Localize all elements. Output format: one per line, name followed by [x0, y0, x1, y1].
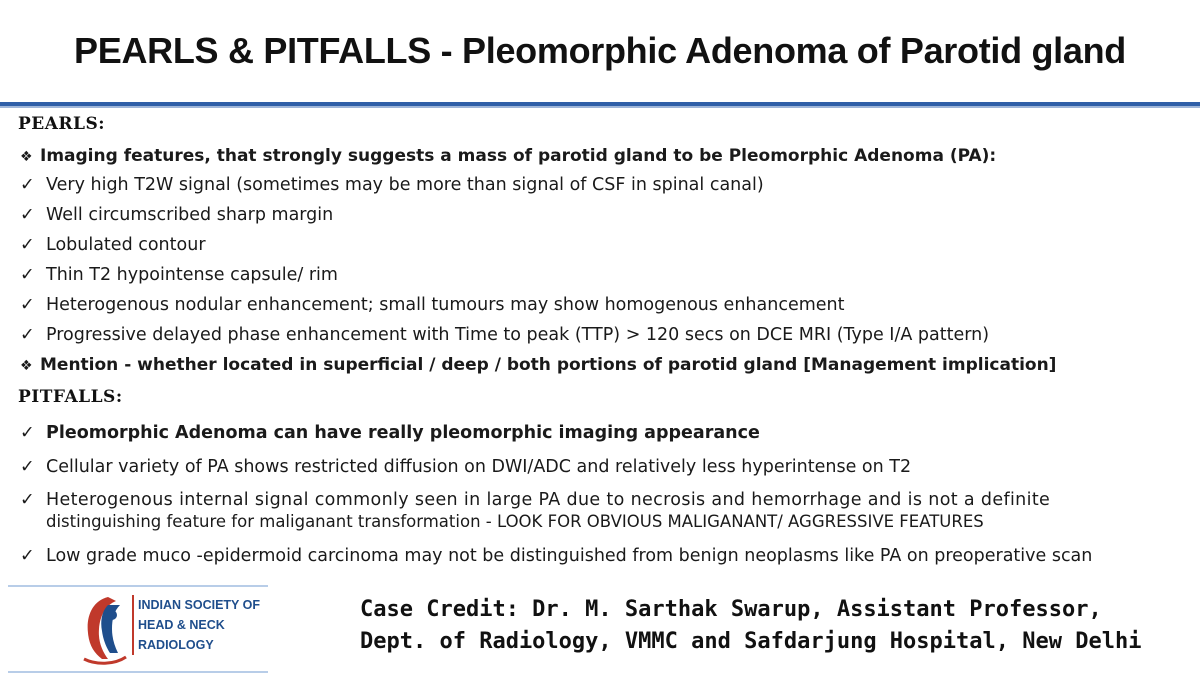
checkmark-icon: ✓: [20, 546, 35, 566]
checkmark-icon: ✓: [20, 235, 35, 255]
logo-divider: [8, 671, 268, 673]
list-item: ✓ Progressive delayed phase enhancement with Time to peak (TTP) > 120 secs on DCE MRI (Type I/A pattern): [20, 325, 990, 345]
list-item: ✓ Heterogenous internal signal commonly seen in large PA due to necrosis and hemorrhage and is not a definite: [20, 490, 1051, 510]
checkmark-icon: ✓: [20, 325, 35, 345]
list-item: ✓ Low grade muco -epidermoid carcinoma may not be distinguished from benign neoplasms like PA on preoperative scan: [20, 546, 1093, 566]
head-and-neck-silhouette-icon: [78, 593, 130, 665]
list-item: ✓ Lobulated contour: [20, 235, 206, 255]
checkmark-icon: ✓: [20, 457, 35, 477]
list-item: ✓ Well circumscribed sharp margin: [20, 205, 334, 225]
list-item: ✓ Very high T2W signal (sometimes may be more than signal of CSF in spinal canal): [20, 175, 764, 195]
title-divider: [0, 102, 1200, 108]
page-title: PEARLS & PITFALLS - Pleomorphic Adenoma of Parotid gland: [74, 30, 1126, 71]
list-item: ✓ Cellular variety of PA shows restricted diffusion on DWI/ADC and relatively less hyperintense on T2: [20, 457, 912, 477]
case-credit: Case Credit: Dr. M. Sarthak Swarup, Assistant Professor, Dept. of Radiology, VMMC and Safdarjung Hospital, New Delhi: [360, 597, 1142, 654]
pearls-intro: ❖ Imaging features, that strongly suggests a mass of parotid gland to be Pleomorphic Adenoma (PA):: [20, 146, 997, 166]
diamond-bullet-icon: ❖: [20, 149, 33, 165]
checkmark-icon: ✓: [20, 423, 35, 443]
list-item: ✓ Heterogenous nodular enhancement; small tumours may show homogenous enhancement: [20, 295, 845, 315]
checkmark-icon: ✓: [20, 175, 35, 195]
list-item: ✓ Thin T2 hypointense capsule/ rim: [20, 265, 338, 285]
logo-divider: [8, 585, 268, 587]
checkmark-icon: ✓: [20, 490, 35, 510]
society-logo: [8, 585, 270, 673]
diamond-bullet-icon: ❖: [20, 358, 33, 374]
checkmark-icon: ✓: [20, 205, 35, 225]
checkmark-icon: ✓: [20, 295, 35, 315]
checkmark-icon: ✓: [20, 265, 35, 285]
list-item-continuation: distinguishing feature for maliganant transformation - LOOK FOR OBVIOUS MALIGANANT/ AGGRESSIVE FEATURES: [46, 512, 984, 531]
pearls-mention: ❖ Mention - whether located in superficial / deep / both portions of parotid gland [Management implication]: [20, 355, 1057, 375]
logo-text: INDIAN SOCIETY OF HEAD & NECK RADIOLOGY: [132, 595, 260, 655]
pearls-heading: PEARLS:: [18, 114, 106, 134]
pitfalls-heading: PITFALLS:: [18, 387, 123, 407]
list-item: ✓ Pleomorphic Adenoma can have really pleomorphic imaging appearance: [20, 423, 760, 443]
